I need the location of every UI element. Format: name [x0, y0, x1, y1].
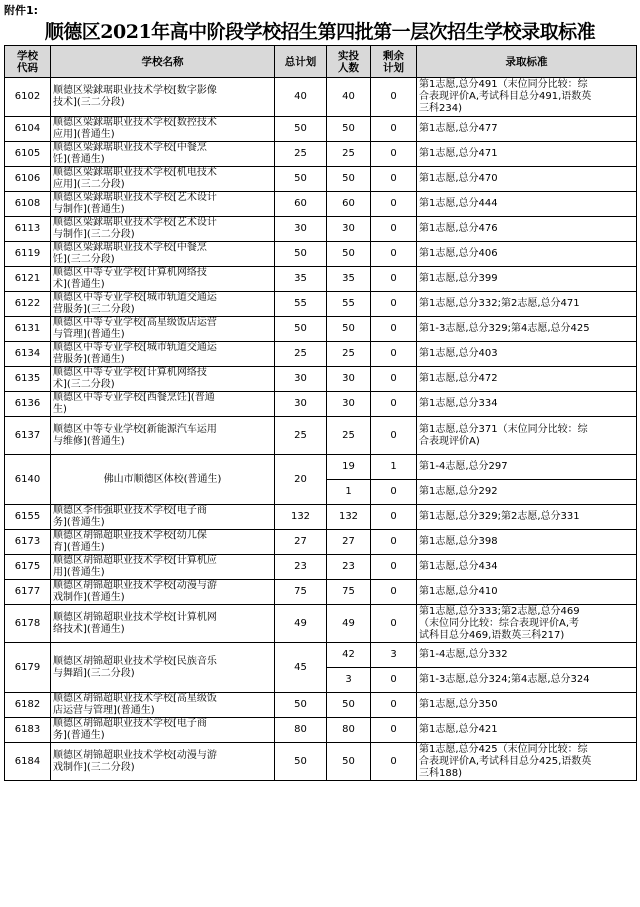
school-name-line: 饪](三二分段) — [53, 254, 115, 265]
total-plan-cell: 132 — [275, 505, 327, 530]
remaining-cell: 0 — [371, 693, 417, 718]
total-plan-cell: 27 — [275, 530, 327, 555]
total-plan-cell: 20 — [275, 455, 327, 505]
criteria-cell — [417, 417, 637, 455]
remaining-cell: 0 — [371, 480, 417, 505]
school-name-cell — [51, 142, 275, 167]
table-row — [5, 167, 637, 192]
criteria-line: （末位同分比较：综合表现评价A,考 — [419, 617, 580, 629]
enrolled-cell: 1 — [327, 480, 371, 505]
school-code-cell: 6136 — [5, 392, 51, 417]
criteria-line: 三科234) — [419, 103, 462, 114]
remaining-cell: 0 — [371, 117, 417, 142]
school-code-cell: 6184 — [5, 743, 51, 781]
school-name-cell — [51, 78, 275, 117]
total-plan-cell: 45 — [275, 643, 327, 693]
remaining-cell: 0 — [371, 605, 417, 643]
criteria-cell — [417, 643, 637, 668]
annex-label: 附件1: — [4, 4, 39, 17]
table-row — [5, 192, 637, 217]
criteria-cell — [417, 505, 637, 530]
remaining-cell: 0 — [371, 292, 417, 317]
school-code-cell: 6113 — [5, 217, 51, 242]
table-row — [5, 455, 637, 480]
school-name-line: 顺德区胡锦超职业技术学校[动漫与游 — [53, 749, 217, 761]
school-code-cell: 6119 — [5, 242, 51, 267]
criteria-cell — [417, 342, 637, 367]
enrolled-cell: 3 — [327, 668, 371, 693]
criteria-cell — [417, 743, 637, 781]
criteria-line: 第1志愿,总分350 — [419, 699, 498, 710]
school-name-line: 戏制作](普通生) — [53, 592, 125, 603]
table-header-row — [5, 46, 637, 78]
criteria-cell — [417, 718, 637, 743]
school-name-line: 顺德区胡锦超职业技术学校[高星级饭 — [53, 693, 217, 704]
criteria-line: 第1志愿,总分470 — [419, 173, 498, 184]
criteria-line: 第1志愿,总分406 — [419, 248, 498, 259]
admission-table — [4, 45, 637, 781]
remaining-cell: 3 — [371, 643, 417, 668]
school-name-line: 顺德区中等专业学校[计算机网络技 — [53, 367, 207, 378]
enrolled-cell: 25 — [327, 417, 371, 455]
school-name-cell — [51, 317, 275, 342]
enrolled-cell: 55 — [327, 292, 371, 317]
total-plan-cell: 35 — [275, 267, 327, 292]
school-name-cell — [51, 267, 275, 292]
total-plan-cell: 40 — [275, 78, 327, 117]
enrolled-cell: 30 — [327, 392, 371, 417]
school-name-cell — [51, 505, 275, 530]
criteria-cell — [417, 668, 637, 693]
criteria-line: 第1志愿,总分434 — [419, 561, 498, 572]
remaining-cell: 0 — [371, 217, 417, 242]
remaining-cell: 0 — [371, 267, 417, 292]
remaining-cell: 0 — [371, 192, 417, 217]
total-plan-cell: 50 — [275, 743, 327, 781]
criteria-line: 试科目总分469,语数英三科217) — [419, 629, 565, 641]
table-row — [5, 505, 637, 530]
total-plan-cell: 50 — [275, 693, 327, 718]
criteria-cell — [417, 605, 637, 643]
school-name-line: 络技术](普通生) — [53, 623, 125, 635]
table-row — [5, 555, 637, 580]
school-name-line: 顺德区梁銶琚职业技术学校[数字影像 — [53, 85, 217, 96]
school-name-cell — [51, 167, 275, 192]
school-code-cell: 6102 — [5, 78, 51, 117]
total-plan-cell: 23 — [275, 555, 327, 580]
school-name-line: 与维修](普通生) — [53, 435, 125, 447]
school-name-line: 术](三二分段) — [53, 379, 115, 390]
total-plan-cell: 50 — [275, 117, 327, 142]
criteria-line: 第1志愿,总分403 — [419, 348, 498, 359]
school-name-line: 顺德区李伟强职业技术学校[电子商 — [53, 505, 207, 516]
table-row — [5, 78, 637, 117]
total-plan-cell: 50 — [275, 242, 327, 267]
school-code-cell: 6104 — [5, 117, 51, 142]
school-name-line: 用](普通生) — [53, 567, 105, 578]
remaining-cell: 0 — [371, 167, 417, 192]
school-name-line: 顺德区胡锦超职业技术学校[计算机网 — [53, 611, 217, 623]
school-name-cell — [51, 530, 275, 555]
school-name-cell — [51, 743, 275, 781]
school-code-cell: 6106 — [5, 167, 51, 192]
header-enrolled: 实投 人数 — [327, 46, 371, 78]
table-row — [5, 267, 637, 292]
school-code-cell: 6179 — [5, 643, 51, 693]
school-name-cell — [51, 643, 275, 693]
school-code-cell: 6131 — [5, 317, 51, 342]
school-code-cell: 6178 — [5, 605, 51, 643]
criteria-cell — [417, 455, 637, 480]
school-name-line: 顺德区梁銶琚职业技术学校[艺术设计 — [53, 192, 217, 203]
table-row — [5, 718, 637, 743]
total-plan-cell: 25 — [275, 417, 327, 455]
total-plan-cell: 25 — [275, 142, 327, 167]
criteria-line: 第1志愿,总分471 — [419, 148, 498, 159]
school-name-cell — [51, 417, 275, 455]
total-plan-cell: 25 — [275, 342, 327, 367]
table-body — [5, 78, 637, 781]
remaining-cell: 0 — [371, 367, 417, 392]
school-name-cell — [51, 117, 275, 142]
school-name-line: 顺德区中等专业学校[计算机网络技 — [53, 267, 207, 278]
total-plan-cell: 60 — [275, 192, 327, 217]
criteria-line: 第1志愿,总分421 — [419, 724, 498, 735]
school-name-line: 顺德区胡锦超职业技术学校[计算机应 — [53, 555, 217, 566]
criteria-line: 第1志愿,总分477 — [419, 123, 498, 134]
criteria-cell — [417, 580, 637, 605]
enrolled-cell: 30 — [327, 367, 371, 392]
school-name-line: 顺德区中等专业学校[西餐烹饪](普通 — [53, 392, 215, 403]
criteria-cell — [417, 292, 637, 317]
enrolled-cell: 132 — [327, 505, 371, 530]
enrolled-cell: 23 — [327, 555, 371, 580]
school-name-line: 顺德区梁銶琚职业技术学校[中餐烹 — [53, 142, 207, 153]
school-code-cell: 6173 — [5, 530, 51, 555]
remaining-cell: 0 — [371, 317, 417, 342]
school-code-cell: 6140 — [5, 455, 51, 505]
school-name-line: 术](普通生) — [53, 279, 105, 290]
remaining-cell: 0 — [371, 530, 417, 555]
table-row — [5, 392, 637, 417]
school-code-cell: 6108 — [5, 192, 51, 217]
criteria-line: 第1志愿,总分334 — [419, 398, 498, 409]
school-name-line: 应用](普通生) — [53, 129, 115, 140]
school-name-line: 与管理](普通生) — [53, 329, 125, 340]
criteria-line: 合表现评价A) — [419, 435, 480, 447]
enrolled-cell: 27 — [327, 530, 371, 555]
table-row — [5, 142, 637, 167]
criteria-cell — [417, 78, 637, 117]
table-row — [5, 693, 637, 718]
table-row — [5, 530, 637, 555]
criteria-cell — [417, 242, 637, 267]
school-code-cell: 6155 — [5, 505, 51, 530]
criteria-line: 第1志愿,总分425（末位同分比较：综 — [419, 743, 588, 755]
criteria-cell — [417, 317, 637, 342]
school-name-line: 顺德区梁銶琚职业技术学校[机电技术 — [53, 167, 217, 178]
school-code-cell: 6137 — [5, 417, 51, 455]
enrolled-cell: 30 — [327, 217, 371, 242]
criteria-line: 合表现评价A,考试科目总分425,语数英 — [419, 755, 592, 767]
enrolled-cell: 50 — [327, 693, 371, 718]
school-name-cell — [51, 605, 275, 643]
remaining-cell: 0 — [371, 505, 417, 530]
criteria-cell — [417, 367, 637, 392]
header-code: 学校 代码 — [5, 46, 51, 78]
school-name-line: 顺德区梁銶琚职业技术学校[数控技术 — [53, 117, 217, 128]
total-plan-cell: 80 — [275, 718, 327, 743]
criteria-cell — [417, 392, 637, 417]
enrolled-cell: 49 — [327, 605, 371, 643]
school-name-line: 店运营与管理](普通生) — [53, 705, 155, 716]
school-name-line: 应用](三二分段) — [53, 179, 125, 190]
school-name-line: 务](普通生) — [53, 730, 105, 741]
school-name-line: 营服务](三二分段) — [53, 304, 135, 315]
header-name: 学校名称 — [51, 46, 275, 78]
criteria-cell — [417, 693, 637, 718]
remaining-cell: 0 — [371, 78, 417, 117]
school-name-cell — [51, 367, 275, 392]
table-row — [5, 317, 637, 342]
criteria-line: 第1志愿,总分398 — [419, 536, 498, 547]
school-code-cell: 6182 — [5, 693, 51, 718]
total-plan-cell: 75 — [275, 580, 327, 605]
enrolled-cell: 75 — [327, 580, 371, 605]
school-name-cell — [51, 718, 275, 743]
criteria-cell — [417, 217, 637, 242]
criteria-line: 第1-4志愿,总分297 — [419, 461, 508, 472]
enrolled-cell: 35 — [327, 267, 371, 292]
school-name-line: 技术](三二分段) — [53, 97, 125, 108]
criteria-line: 第1-3志愿,总分329;第4志愿,总分425 — [419, 323, 590, 334]
criteria-cell — [417, 142, 637, 167]
school-name-line: 顺德区梁銶琚职业技术学校[中餐烹 — [53, 242, 207, 253]
enrolled-cell: 19 — [327, 455, 371, 480]
criteria-line: 第1志愿,总分476 — [419, 223, 498, 234]
school-name-cell — [51, 392, 275, 417]
criteria-cell — [417, 267, 637, 292]
remaining-cell: 0 — [371, 342, 417, 367]
remaining-cell: 0 — [371, 142, 417, 167]
enrolled-cell: 80 — [327, 718, 371, 743]
page-title: 顺德区2021年高中阶段学校招生第四批第一层次招生学校录取标准 — [44, 21, 596, 43]
school-name-line: 顺德区胡锦超职业技术学校[动漫与游 — [53, 580, 217, 591]
enrolled-cell: 50 — [327, 117, 371, 142]
criteria-cell — [417, 555, 637, 580]
school-name-line: 务](普通生) — [53, 517, 105, 528]
total-plan-cell: 55 — [275, 292, 327, 317]
school-name-cell — [51, 292, 275, 317]
school-name-cell — [51, 242, 275, 267]
remaining-cell: 0 — [371, 743, 417, 781]
criteria-cell — [417, 192, 637, 217]
school-code-cell: 6135 — [5, 367, 51, 392]
school-name-line: 与制作](三二分段) — [53, 229, 135, 240]
school-name-line: 戏制作](三二分段) — [53, 761, 135, 773]
header-total: 总计划 — [275, 46, 327, 78]
school-code-cell: 6134 — [5, 342, 51, 367]
school-name-line: 顺德区中等专业学校[城市轨道交通运 — [53, 292, 217, 303]
total-plan-cell: 30 — [275, 217, 327, 242]
remaining-cell: 1 — [371, 455, 417, 480]
table-row — [5, 217, 637, 242]
school-code-cell: 6183 — [5, 718, 51, 743]
school-name-line: 饪](普通生) — [53, 154, 105, 165]
remaining-cell: 0 — [371, 392, 417, 417]
criteria-line: 第1志愿,总分292 — [419, 486, 498, 497]
school-name-cell — [51, 342, 275, 367]
enrolled-cell: 50 — [327, 317, 371, 342]
table-row — [5, 367, 637, 392]
criteria-cell — [417, 480, 637, 505]
enrolled-cell: 60 — [327, 192, 371, 217]
criteria-line: 第1志愿,总分472 — [419, 373, 498, 384]
table-row — [5, 643, 637, 668]
total-plan-cell: 30 — [275, 367, 327, 392]
criteria-line: 第1志愿,总分399 — [419, 273, 498, 284]
criteria-line: 第1志愿,总分371（末位同分比较：综 — [419, 423, 588, 435]
enrolled-cell: 25 — [327, 142, 371, 167]
school-name-line: 顺德区胡锦超职业技术学校[幼儿保 — [53, 530, 207, 541]
criteria-line: 第1-4志愿,总分332 — [419, 649, 508, 660]
table-row — [5, 342, 637, 367]
header-remaining: 剩余 计划 — [371, 46, 417, 78]
school-name-cell: 佛山市顺德区体校(普通生) — [51, 455, 275, 505]
school-name-line: 顺德区中等专业学校[高星级饭店运营 — [53, 317, 217, 328]
enrolled-cell: 50 — [327, 242, 371, 267]
enrolled-cell: 42 — [327, 643, 371, 668]
enrolled-cell: 50 — [327, 167, 371, 192]
school-code-cell: 6122 — [5, 292, 51, 317]
school-code-cell: 6175 — [5, 555, 51, 580]
criteria-cell — [417, 167, 637, 192]
total-plan-cell: 50 — [275, 317, 327, 342]
remaining-cell: 0 — [371, 242, 417, 267]
school-code-cell: 6121 — [5, 267, 51, 292]
total-plan-cell: 49 — [275, 605, 327, 643]
remaining-cell: 0 — [371, 580, 417, 605]
enrolled-cell: 25 — [327, 342, 371, 367]
remaining-cell: 0 — [371, 718, 417, 743]
table-row — [5, 292, 637, 317]
remaining-cell: 0 — [371, 555, 417, 580]
school-name-line: 育](普通生) — [53, 542, 105, 553]
school-name-cell — [51, 555, 275, 580]
school-name-cell — [51, 217, 275, 242]
remaining-cell: 0 — [371, 417, 417, 455]
criteria-line: 合表现评价A,考试科目总分491,语数英 — [419, 91, 592, 102]
total-plan-cell: 50 — [275, 167, 327, 192]
school-code-cell: 6105 — [5, 142, 51, 167]
criteria-line: 第1志愿,总分410 — [419, 586, 498, 597]
school-code-cell: 6177 — [5, 580, 51, 605]
criteria-line: 第1志愿,总分491（末位同分比较：综 — [419, 79, 588, 90]
criteria-cell — [417, 530, 637, 555]
table-row — [5, 417, 637, 455]
enrolled-cell: 50 — [327, 743, 371, 781]
remaining-cell: 0 — [371, 668, 417, 693]
school-name-line: 营服务](普通生) — [53, 354, 125, 365]
school-name-line: 与舞蹈](三二分段) — [53, 667, 135, 679]
school-name-line: 顺德区中等专业学校[新能源汽车运用 — [53, 423, 217, 435]
school-name-line: 生) — [53, 404, 67, 415]
criteria-line: 第1志愿,总分332;第2志愿,总分471 — [419, 298, 580, 309]
header-criteria: 录取标准 — [417, 46, 637, 78]
table-row — [5, 242, 637, 267]
school-name-cell — [51, 693, 275, 718]
school-name-cell — [51, 580, 275, 605]
criteria-line: 第1志愿,总分333;第2志愿,总分469 — [419, 605, 580, 617]
criteria-line: 三科188) — [419, 767, 462, 779]
criteria-line: 第1-3志愿,总分324;第4志愿,总分324 — [419, 674, 590, 685]
school-name-line: 顺德区胡锦超职业技术学校[民族音乐 — [53, 655, 217, 667]
school-name-line: 与制作](普通生) — [53, 204, 125, 215]
table-row — [5, 743, 637, 781]
criteria-line: 第1志愿,总分329;第2志愿,总分331 — [419, 511, 580, 522]
table-row — [5, 117, 637, 142]
criteria-cell — [417, 117, 637, 142]
table-row — [5, 580, 637, 605]
table-row — [5, 605, 637, 643]
enrolled-cell: 40 — [327, 78, 371, 117]
school-name-line: 顺德区中等专业学校[城市轨道交通运 — [53, 342, 217, 353]
total-plan-cell: 30 — [275, 392, 327, 417]
criteria-line: 第1志愿,总分444 — [419, 198, 498, 209]
school-name-line: 顺德区梁銶琚职业技术学校[艺术设计 — [53, 217, 217, 228]
school-name-line: 顺德区胡锦超职业技术学校[电子商 — [53, 718, 207, 729]
school-name-cell — [51, 192, 275, 217]
